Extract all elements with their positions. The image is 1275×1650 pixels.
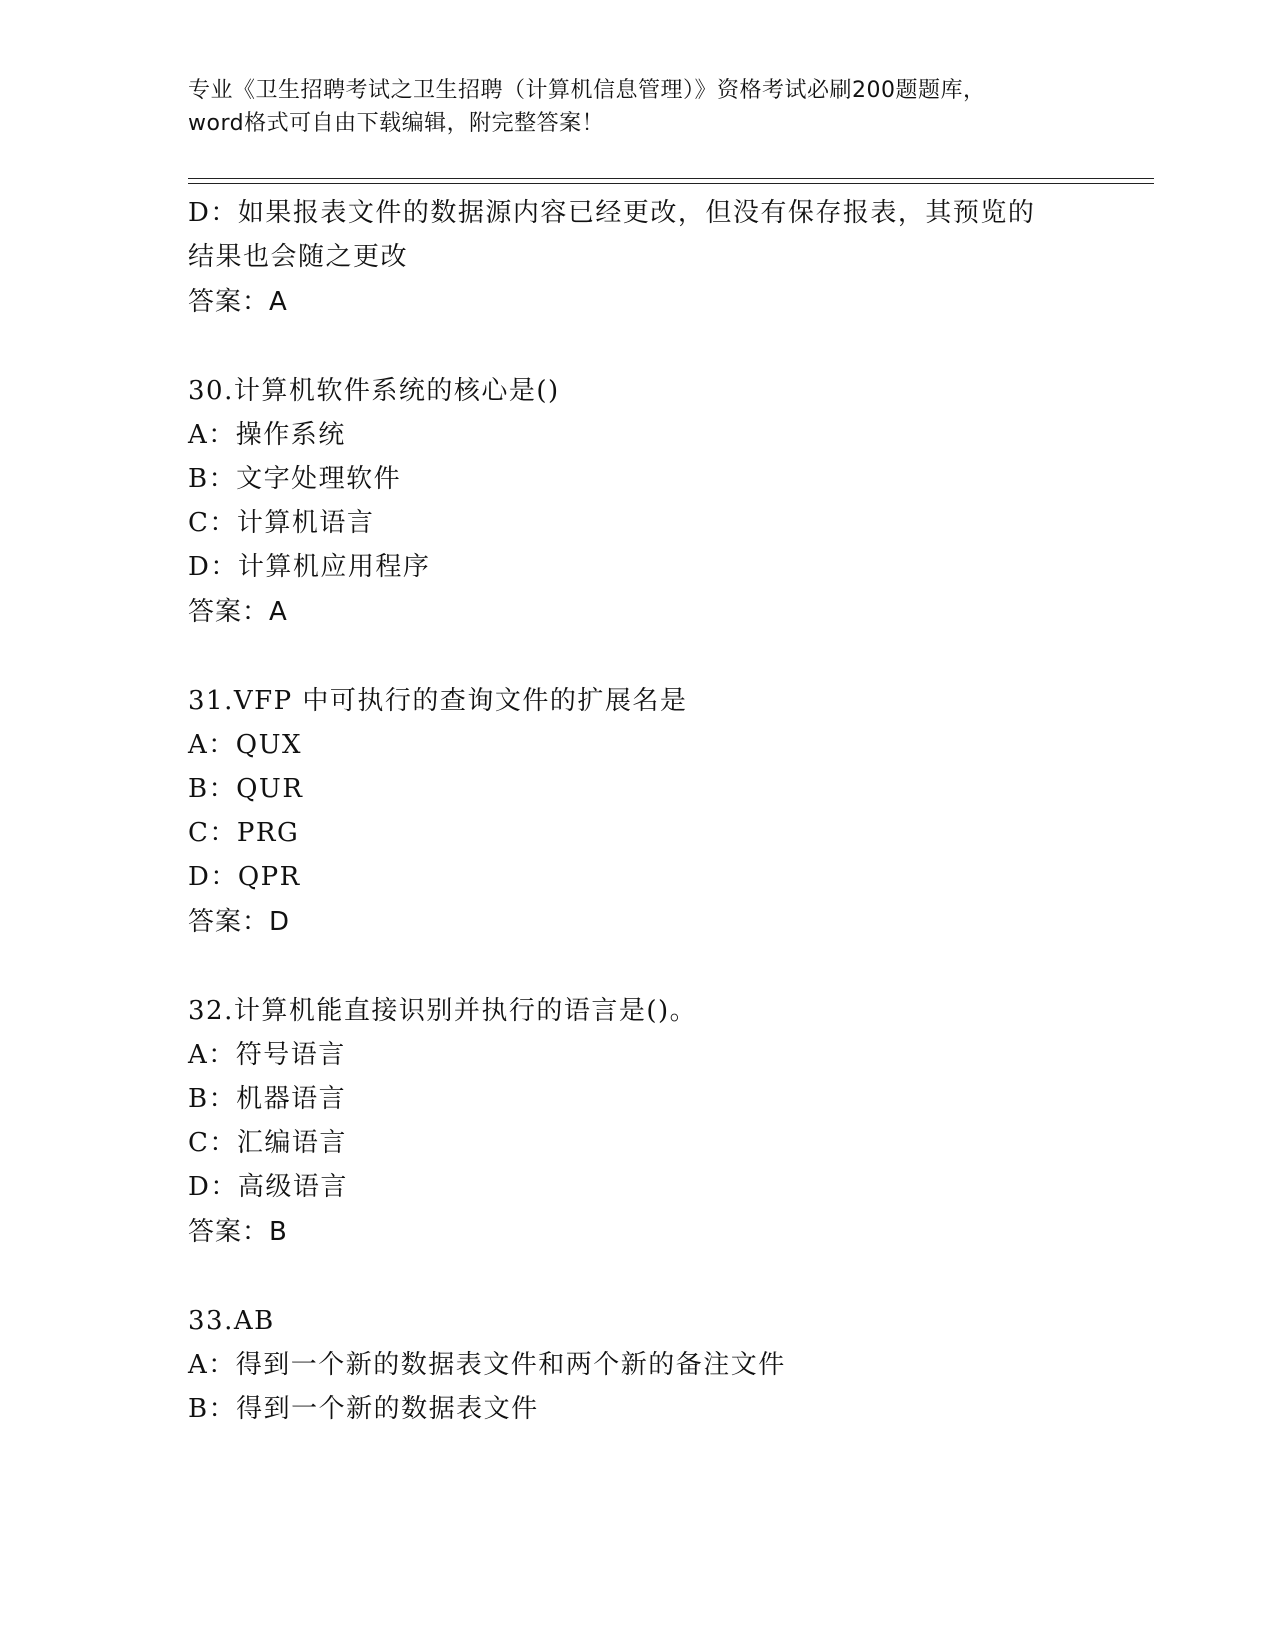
option-b-32: B：机器语言 [188,1084,347,1114]
answer-29: 答案：A [188,287,288,317]
option-a-33: A：得到一个新的数据表文件和两个新的备注文件 [188,1350,786,1380]
option-b-31: B：QUR [188,774,304,804]
document-header [188,74,1088,140]
option-a-31: A：QUX [188,730,303,760]
option-d-31: D：QPR [188,862,301,892]
header-divider-top [188,178,1154,179]
answer-31: 答案：D [188,907,291,937]
option-c-32: C：汇编语言 [188,1128,347,1158]
option-c-31: C：PRG [188,818,300,848]
block-spacer [188,1255,1088,1299]
header-title-line-2: word格式可自由下载编辑，附完整答案！ [188,111,605,136]
option-b-33: B：得到一个新的数据表文件 [188,1394,539,1424]
block-spacer [188,635,1088,679]
option-d-line-1: D：如果报表文件的数据源内容已经更改，但没有保存报表，其预览的 [188,198,1036,228]
option-a-32: A：符号语言 [188,1040,346,1070]
question-block-29 [188,191,1088,325]
option-a-30: A：操作系统 [188,420,346,450]
answer-30: 答案：A [188,597,288,627]
header-divider-bottom [188,183,1154,184]
option-d-32: D：高级语言 [188,1172,348,1202]
question-block-32 [188,989,1088,1255]
question-stem-33: 33.AB [188,1306,275,1336]
header-title-line-1: 专业《卫生招聘考试之卫生招聘（计算机信息管理）》资格考试必刷200题题库， [188,78,986,103]
option-d-30: D：计算机应用程序 [188,552,431,582]
option-d-line-2: 结果也会随之更改 [188,242,409,272]
block-spacer [188,945,1088,989]
question-block-31 [188,679,1088,945]
question-stem-32: 32.计算机能直接识别并执行的语言是()。 [188,996,698,1026]
question-block-33 [188,1299,1088,1431]
question-list [188,191,1088,1431]
question-block-30 [188,369,1088,635]
option-c-30: C：计算机语言 [188,508,375,538]
answer-32: 答案：B [188,1217,288,1247]
option-b-30: B：文字处理软件 [188,464,402,494]
question-stem-30: 30.计算机软件系统的核心是() [188,376,560,406]
question-stem-31: 31.VFP 中可执行的查询文件的扩展名是 [188,686,688,716]
block-spacer [188,325,1088,369]
